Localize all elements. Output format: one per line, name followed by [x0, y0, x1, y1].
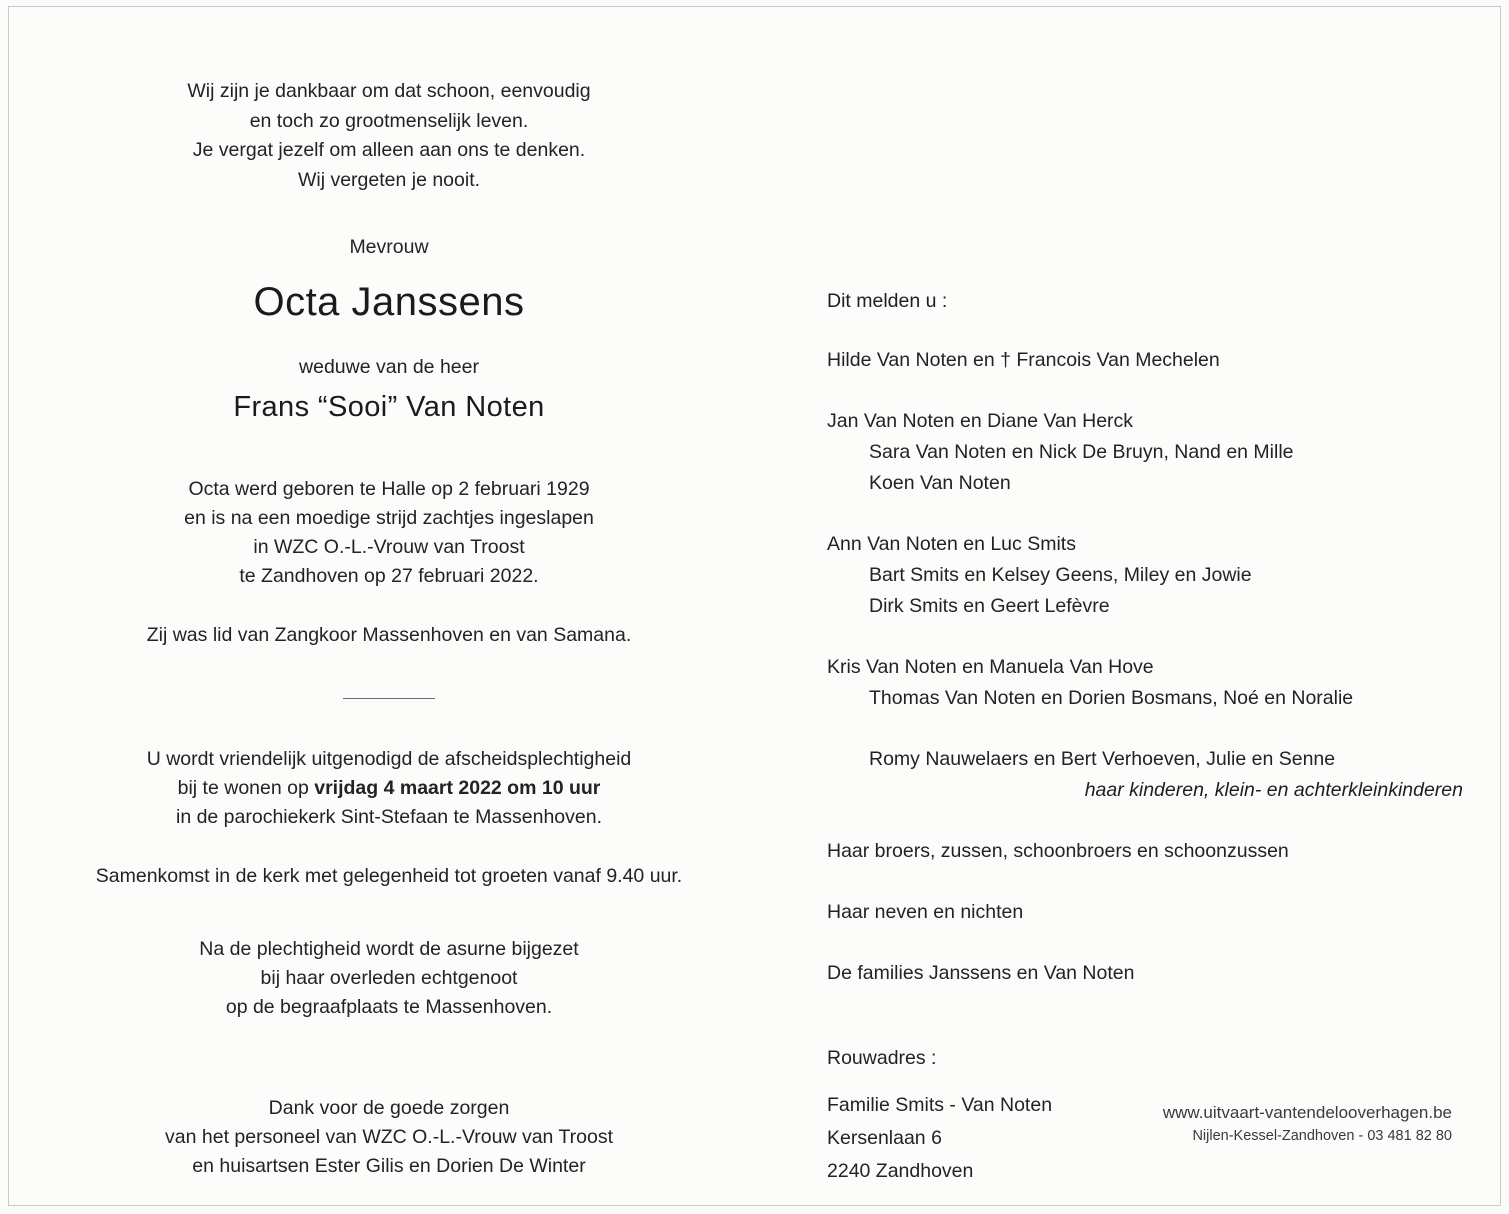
family-line: Hilde Van Noten en † Francois Van Mechelen: [827, 349, 1220, 371]
urn-line: bij haar overleden echtgenoot: [260, 967, 518, 989]
mourning-address-family: Familie Smits - Van Noten: [827, 1094, 1053, 1116]
urn-block: [49, 935, 729, 1022]
spacer: [827, 1075, 1247, 1089]
family-group: [827, 744, 1467, 775]
thanks-line: van het personeel van WZC O.-L.-Vrouw van Troost: [165, 1126, 613, 1148]
section-divider: [343, 698, 435, 699]
membership-line: Zij was lid van Zangkoor Massenhoven en van Samana.: [146, 624, 632, 646]
mourning-address-street: Kersenlaan 6: [827, 1127, 942, 1149]
relatives-group: [827, 897, 1467, 928]
family-line: Dirk Smits en Geert Lefèvre: [869, 595, 1110, 617]
family-line: Bart Smits en Kelsey Geens, Miley en Jowie: [869, 564, 1252, 586]
funeral-home-contact: Nijlen-Kessel-Zandhoven - 03 481 82 80: [1192, 1128, 1452, 1144]
biography-line: Octa werd geboren te Halle op 2 februari 1929: [188, 478, 590, 500]
membership-note: [49, 621, 729, 650]
spouse-name: Frans “Sooi” Van Noten: [233, 391, 545, 423]
relatives-line: De families Janssens en Van Noten: [827, 962, 1135, 984]
family-group: [827, 529, 1467, 622]
family-group: [827, 652, 1467, 714]
family-group: [827, 406, 1467, 499]
thanks-line: en huisartsen Ester Gilis en Dorien De Winter: [192, 1155, 586, 1177]
poem-line: Wij vergeten je nooit.: [297, 168, 481, 191]
biography-block: [49, 475, 729, 591]
gathering-block: [49, 862, 729, 891]
left-column: [49, 77, 729, 1181]
biography-line: en is na een moedige strijd zachtjes ingeslapen: [184, 507, 594, 529]
relatives-line: Haar neven en nichten: [827, 901, 1024, 923]
relatives-group: [827, 958, 1467, 989]
deceased-name: Octa Janssens: [253, 280, 525, 324]
widow-of-label: weduwe van de heer: [299, 356, 479, 378]
thanks-block: [49, 1094, 729, 1181]
invitation-prefix: bij te wonen op: [177, 777, 315, 799]
family-line: Ann Van Noten en Luc Smits: [827, 533, 1076, 555]
right-column: [827, 287, 1467, 989]
urn-line: Na de plechtigheid wordt de asurne bijgezet: [199, 938, 579, 960]
descendants-note: haar kinderen, klein- en achterkleinkinderen: [1084, 779, 1463, 801]
biography-line: te Zandhoven op 27 februari 2022.: [239, 565, 539, 587]
urn-line: op de begraafplaats te Massenhoven.: [225, 996, 553, 1018]
family-line: Koen Van Noten: [869, 472, 1011, 494]
invitation-line: U wordt vriendelijk uitgenodigd de afscheidsplechtigheid: [146, 748, 632, 770]
invitation-block: [49, 745, 729, 832]
gathering-line: Samenkomst in de kerk met gelegenheid tot groeten vanaf 9.40 uur.: [95, 865, 683, 887]
ceremony-datetime: vrijdag 4 maart 2022 om 10 uur: [314, 777, 601, 799]
family-line: Jan Van Noten en Diane Van Herck: [827, 410, 1134, 432]
funeral-home-footer: [1163, 1101, 1452, 1147]
mourning-address-city: 2240 Zandhoven: [827, 1160, 974, 1182]
invitation-line: in de parochiekerk Sint-Stefaan te Massenhoven.: [175, 806, 602, 828]
family-line: Sara Van Noten en Nick De Bruyn, Nand en Mille: [869, 441, 1294, 463]
salutation: Mevrouw: [349, 236, 429, 258]
spacer: [49, 195, 729, 233]
card-sheet: [8, 6, 1501, 1206]
mourning-address-label: Rouwadres :: [827, 1047, 937, 1069]
family-line: Romy Nauwelaers en Bert Verhoeven, Julie en Senne: [869, 748, 1336, 770]
biography-line: in WZC O.-L.-Vrouw van Troost: [253, 536, 525, 558]
announcement-heading: Dit melden u :: [827, 290, 948, 312]
family-group: [827, 345, 1467, 376]
funeral-home-website[interactable]: www.uitvaart-vantendelooverhagen.be: [1162, 1103, 1452, 1122]
poem-block: [49, 77, 729, 195]
poem-line: Wij zijn je dankbaar om dat schoon, eenvoudig: [187, 80, 591, 102]
thanks-line: Dank voor de goede zorgen: [268, 1097, 510, 1119]
invitation-line-datetime: [49, 774, 729, 803]
poem-line: Je vergat jezelf om alleen aan ons te denken.: [192, 139, 586, 161]
relatives-line: Haar broers, zussen, schoonbroers en schoonzussen: [827, 840, 1289, 862]
poem-line: en toch zo grootmenselijk leven.: [249, 109, 529, 132]
family-line: Kris Van Noten en Manuela Van Hove: [827, 656, 1154, 678]
family-line: Thomas Van Noten en Dorien Bosmans, Noé en Noralie: [869, 687, 1354, 709]
relatives-group: [827, 836, 1467, 867]
